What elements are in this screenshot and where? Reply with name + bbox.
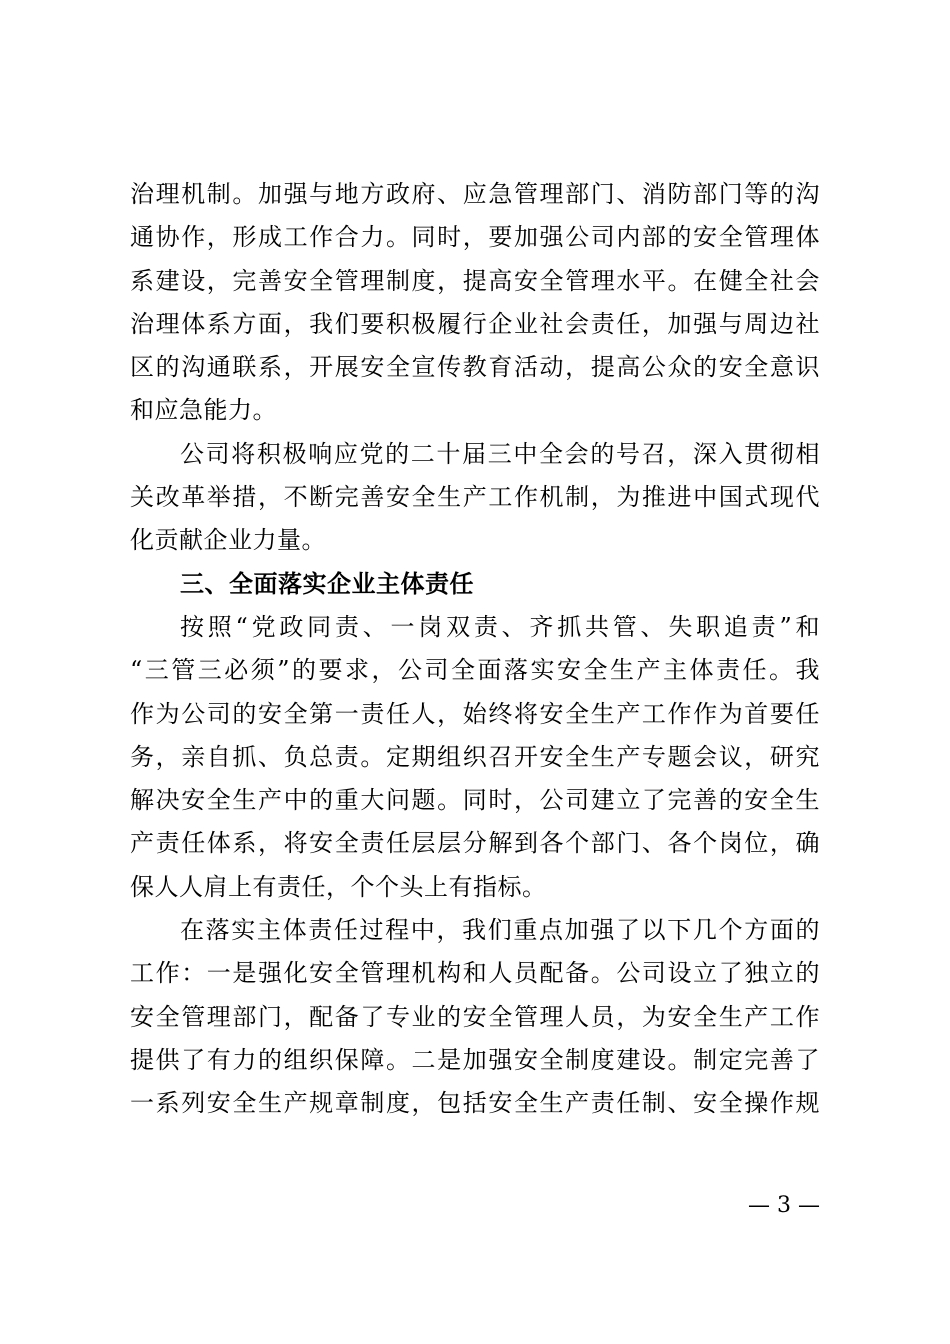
- text-line: 公司将积极响应党的二十届三中全会的号召，深入贯彻相: [180, 439, 820, 468]
- text-line: 一系列安全生产规章制度，包括安全生产责任制、安全操作规: [130, 1089, 820, 1118]
- text-line: 化贡献企业力量。: [130, 526, 326, 555]
- text-line: 按照“党政同责、一岗双责、齐抓共管、失职追责”和: [180, 612, 820, 641]
- text-line: 区的沟通联系，开展安全宣传教育活动，提高公众的安全意识: [130, 353, 820, 382]
- text-line: 工作：一是强化安全管理机构和人员配备。公司设立了独立的: [130, 959, 820, 988]
- text-line: 系建设，完善安全管理制度，提高安全管理水平。在健全社会: [130, 266, 820, 295]
- text-line: 保人人肩上有责任，个个头上有指标。: [130, 872, 547, 901]
- text-line: 解决安全生产中的重大问题。同时，公司建立了完善的安全生: [130, 786, 820, 815]
- paragraph: [130, 606, 820, 909]
- text-line: 产责任体系，将安全责任层层分解到各个部门、各个岗位，确: [130, 829, 820, 858]
- page-number: — 3 —: [748, 1193, 820, 1218]
- text-line: 提供了有力的组织保障。二是加强安全制度建设。制定完善了: [130, 1045, 820, 1074]
- text-line: 治理机制。加强与地方政府、应急管理部门、消防部门等的沟: [130, 180, 820, 208]
- text-line: 和应急能力。: [130, 396, 277, 425]
- paragraph: [130, 909, 820, 1125]
- text-line: 通协作，形成工作合力。同时，要加强公司内部的安全管理体: [130, 223, 820, 252]
- body-text: [130, 173, 820, 1126]
- text-line: 安全管理部门，配备了专业的安全管理人员，为安全生产工作: [130, 1002, 820, 1031]
- text-line: “三管三必须”的要求，公司全面落实安全生产主体责任。我: [130, 656, 820, 685]
- paragraph: [130, 433, 820, 563]
- text-line: 治理体系方面，我们要积极履行企业社会责任，加强与周边社: [130, 309, 820, 338]
- text-line: 在落实主体责任过程中，我们重点加强了以下几个方面的: [180, 916, 820, 945]
- text-line: 作为公司的安全第一责任人，始终将安全生产工作作为首要任: [130, 699, 820, 728]
- paragraph: [130, 173, 820, 433]
- text-line: 关改革举措，不断完善安全生产工作机制，为推进中国式现代: [130, 483, 820, 512]
- text-line: 务，亲自抓、负总责。定期组织召开安全生产专题会议，研究: [130, 742, 820, 771]
- section-heading: 三、全面落实企业主体责任: [180, 569, 474, 598]
